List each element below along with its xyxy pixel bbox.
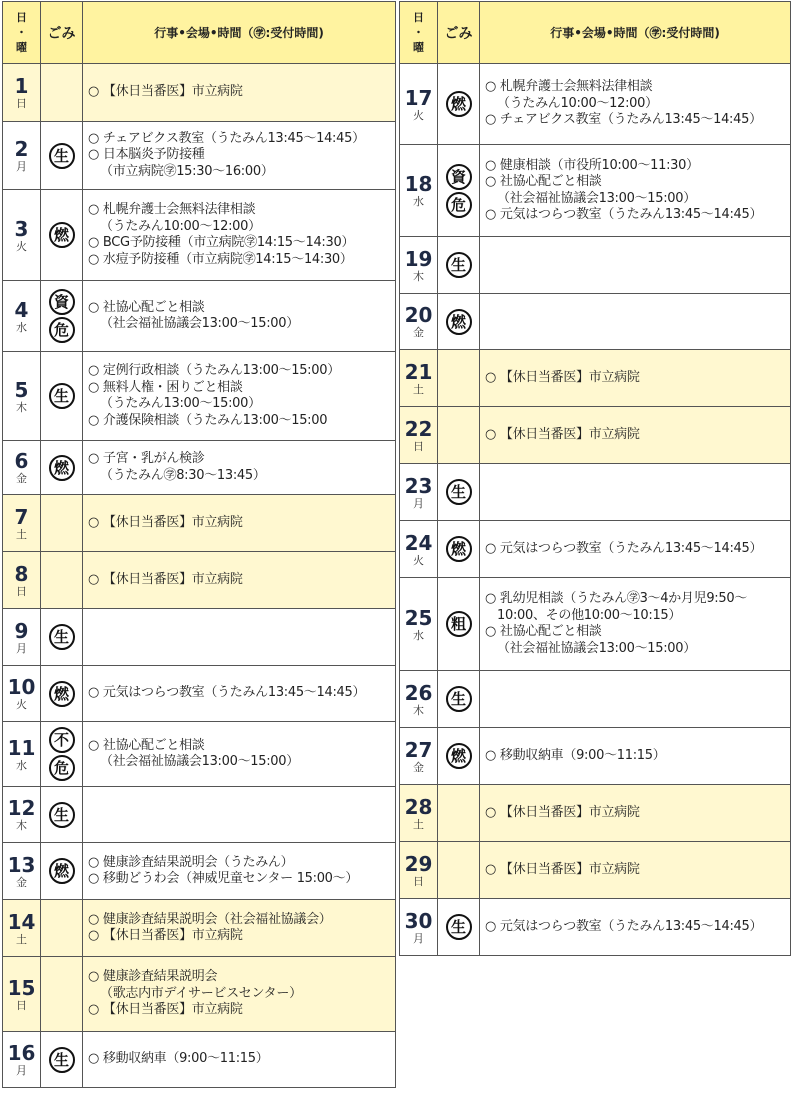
weekday-label: 日 (413, 874, 424, 888)
calendar-table-left (2, 1, 396, 1088)
holiday-row (3, 900, 396, 957)
event-line: ○ 札幌弁護士会無料法律相談 (485, 79, 653, 95)
weekday-label: 土 (413, 817, 424, 831)
weekday-label: 水 (16, 320, 27, 334)
garbage-cell (438, 464, 480, 521)
garbage-cell (438, 728, 480, 785)
garbage-cell (438, 350, 480, 407)
weekday-label: 木 (16, 400, 27, 414)
day-row (3, 843, 396, 900)
day-number: 10 (7, 675, 36, 699)
garbage-type-icon: 燃 (446, 743, 472, 769)
day-cell (400, 237, 438, 294)
events-cell (480, 64, 791, 145)
events-cell (83, 722, 396, 787)
event-line: （うたみん10:00～12:00） (497, 95, 658, 111)
events-cell (83, 900, 396, 957)
event-line: ○ 介護保険相談（うたみん13:00～15:00 (88, 412, 328, 428)
header-day-label: 日 (413, 11, 424, 24)
garbage-type-icon: 危 (49, 317, 75, 343)
garbage-cell (41, 495, 83, 552)
weekday-label: 月 (16, 641, 27, 655)
garbage-cell (438, 842, 480, 899)
weekday-label: 月 (413, 496, 424, 510)
day-row (3, 666, 396, 722)
events-cell (480, 671, 791, 728)
day-cell (400, 728, 438, 785)
day-number: 17 (404, 85, 433, 110)
events-cell (83, 281, 396, 352)
garbage-cell (41, 722, 83, 787)
garbage-header: ごみ (41, 2, 83, 64)
garbage-type-icon: 生 (446, 479, 472, 505)
event-line: ○ 【休日当番医】市立病院 (485, 369, 640, 385)
garbage-cell (438, 899, 480, 956)
holiday-row (400, 350, 791, 407)
day-row (400, 64, 791, 145)
events-cell (480, 350, 791, 407)
day-number: 15 (7, 975, 36, 1000)
event-line: ○ 無料人権・困りごと相談 (88, 379, 243, 395)
weekday-label: 月 (16, 160, 27, 173)
garbage-cell (438, 145, 480, 237)
events-cell (480, 899, 791, 956)
event-line: ○ 元気はつらつ教室（うたみん13:45～14:45） (485, 207, 763, 222)
day-row (400, 671, 791, 728)
day-number: 28 (404, 794, 433, 819)
day-cell (3, 281, 41, 352)
day-number: 23 (404, 473, 433, 498)
calendar-column-left (2, 1, 396, 1088)
garbage-type-icon: 燃 (49, 222, 75, 248)
day-cell (400, 294, 438, 350)
event-line: ○ 社協心配ごと相談 (88, 737, 205, 753)
event-line: ○ 【休日当番医】市立病院 (88, 571, 243, 587)
weekday-label: 金 (16, 472, 27, 485)
events-cell (83, 441, 396, 495)
event-line: ○ 社協心配ごと相談 (485, 624, 602, 639)
events-cell (480, 578, 791, 671)
day-cell (3, 495, 41, 552)
day-row (3, 352, 396, 441)
holiday-row (400, 785, 791, 842)
weekday-label: 土 (413, 382, 424, 396)
garbage-type-icon: 生 (446, 252, 472, 278)
header-day-label: 日 (16, 11, 27, 24)
event-line: ○ 乳幼児相談（うたみん㊫3～4か月児9:50～ (485, 591, 748, 606)
day-number: 21 (404, 359, 433, 384)
header-row (3, 2, 396, 64)
day-number: 4 (14, 297, 29, 322)
day-cell (3, 843, 41, 900)
day-cell (400, 350, 438, 407)
garbage-type-icon: 燃 (446, 536, 472, 562)
event-line: ○ 【休日当番医】市立病院 (485, 861, 640, 877)
day-cell (400, 64, 438, 145)
day-row (3, 441, 396, 495)
garbage-cell (41, 900, 83, 957)
event-line: ○ 元気はつらつ教室（うたみん13:45～14:45） (88, 685, 366, 701)
day-cell (3, 1032, 41, 1088)
garbage-type-icon: 燃 (49, 455, 75, 481)
events-cell (83, 552, 396, 609)
event-line: ○ 元気はつらつ教室（うたみん13:45～14:45） (485, 918, 763, 934)
garbage-cell (41, 1032, 83, 1088)
garbage-cell (41, 843, 83, 900)
day-number: 18 (404, 172, 433, 196)
event-line: ○ BCG予防接種（市立病院㊫14:15～14:30） (88, 235, 355, 250)
day-number: 11 (7, 735, 36, 760)
events-cell (83, 122, 396, 190)
weekday-label: 月 (16, 1064, 27, 1077)
day-cell (3, 787, 41, 843)
event-line: ○ 健康診査結果説明会（うたみん） (88, 854, 294, 870)
garbage-cell (41, 122, 83, 190)
day-number: 22 (404, 416, 433, 441)
garbage-type-icon: 危 (446, 192, 472, 218)
day-weekday-header (3, 2, 41, 64)
day-number: 2 (14, 137, 29, 161)
garbage-type-icon: 生 (446, 914, 472, 940)
day-number: 25 (404, 605, 433, 630)
event-line: ○ チェアビクス教室（うたみん13:45～14:45） (485, 112, 762, 128)
garbage-type-icon: 危 (49, 755, 75, 781)
garbage-cell (438, 64, 480, 145)
holiday-row (3, 552, 396, 609)
day-cell (400, 578, 438, 671)
garbage-type-icon: 粗 (446, 611, 472, 637)
day-cell (3, 900, 41, 957)
event-line: ○ 移動収納車（9:00～11:15） (88, 1051, 269, 1067)
events-cell (480, 294, 791, 350)
weekday-label: 火 (413, 108, 424, 122)
event-line: ○ 子宮・乳がん検診 (88, 451, 205, 466)
events-cell (83, 1032, 396, 1088)
event-line: ○ 【休日当番医】市立病院 (485, 804, 640, 820)
weekday-label: 月 (413, 931, 424, 945)
day-number: 6 (14, 449, 29, 473)
garbage-type-icon: 燃 (49, 858, 75, 884)
garbage-cell (41, 352, 83, 441)
weekday-label: 土 (16, 527, 27, 541)
day-cell (3, 122, 41, 190)
day-row (3, 281, 396, 352)
day-weekday-header (400, 2, 438, 64)
day-cell (400, 145, 438, 237)
events-header: 行事•会場•時間（㊫:受付時間) (83, 2, 396, 64)
event-line: （社会福祉協議会13:00～15:00） (100, 316, 299, 331)
event-line: （社会福祉協議会13:00～15:00） (100, 754, 299, 769)
garbage-type-icon: 生 (49, 624, 75, 650)
header-weekday-label: 曜 (16, 41, 27, 54)
header-weekday-label: 曜 (413, 41, 424, 54)
garbage-cell (438, 785, 480, 842)
day-cell (400, 464, 438, 521)
event-line: （うたみん10:00～12:00） (100, 218, 261, 234)
day-row (400, 294, 791, 350)
weekday-label: 木 (413, 269, 424, 283)
day-row (3, 787, 396, 843)
header-dot-label: ・ (16, 26, 27, 39)
garbage-cell (41, 609, 83, 666)
event-line: ○ 【休日当番医】市立病院 (88, 84, 243, 100)
events-cell (480, 521, 791, 578)
events-cell (480, 145, 791, 237)
day-number: 3 (14, 216, 29, 241)
garbage-type-icon: 生 (49, 383, 75, 409)
holiday-row (3, 957, 396, 1032)
day-cell (3, 352, 41, 441)
day-cell (400, 785, 438, 842)
garbage-type-icon: 資 (446, 164, 472, 190)
day-cell (400, 671, 438, 728)
garbage-cell (438, 671, 480, 728)
garbage-type-icon: 不 (49, 727, 75, 753)
event-line: ○ 【休日当番医】市立病院 (88, 1002, 243, 1018)
day-cell (3, 441, 41, 495)
day-number: 12 (7, 796, 36, 820)
events-cell (480, 785, 791, 842)
events-cell (83, 666, 396, 722)
garbage-cell (438, 521, 480, 578)
day-cell (400, 521, 438, 578)
weekday-label: 木 (16, 819, 27, 832)
day-cell (3, 957, 41, 1032)
header-row (400, 2, 791, 64)
weekday-label: 金 (413, 760, 424, 774)
event-line: ○ 健康診査結果説明会 (88, 969, 218, 985)
day-cell (400, 842, 438, 899)
holiday-row (400, 407, 791, 464)
event-line: （歌志内市デイサービスセンター） (100, 985, 302, 1001)
event-line: ○ 【休日当番医】市立病院 (88, 928, 243, 943)
day-row (400, 464, 791, 521)
day-number: 7 (14, 504, 29, 529)
events-cell (480, 728, 791, 785)
events-cell (480, 237, 791, 294)
event-line: （うたみん㊫8:30～13:45） (100, 467, 266, 483)
calendar-column-right (399, 1, 791, 956)
event-line: （市立病院㊫15:30～16:00） (100, 163, 274, 179)
day-row (400, 728, 791, 785)
event-line: ○ 札幌弁護士会無料法律相談 (88, 202, 256, 217)
day-row (3, 190, 396, 281)
weekday-label: 火 (413, 553, 424, 567)
events-cell (83, 843, 396, 900)
day-cell (3, 552, 41, 609)
garbage-cell (438, 237, 480, 294)
garbage-cell (438, 578, 480, 671)
day-number: 8 (14, 561, 29, 586)
day-number: 24 (404, 530, 433, 555)
garbage-cell (41, 190, 83, 281)
events-header: 行事•会場•時間（㊫:受付時間) (480, 2, 791, 64)
event-line: ○ 【休日当番医】市立病院 (88, 514, 243, 530)
day-cell (400, 407, 438, 464)
day-number: 27 (404, 737, 433, 762)
events-cell (480, 842, 791, 899)
day-row (400, 237, 791, 294)
weekday-label: 日 (16, 97, 27, 110)
events-cell (480, 407, 791, 464)
event-line: ○ 元気はつらつ教室（うたみん13:45～14:45） (485, 540, 763, 556)
events-cell (83, 787, 396, 843)
day-row (400, 145, 791, 237)
garbage-cell (41, 552, 83, 609)
event-line: ○ 健康相談（市役所10:00～11:30） (485, 157, 699, 173)
event-line: ○ 社協心配ごと相談 (485, 174, 602, 189)
garbage-type-icon: 生 (49, 802, 75, 828)
header-dot-label: ・ (413, 26, 424, 39)
day-cell (400, 899, 438, 956)
day-row (3, 122, 396, 190)
weekday-label: 日 (413, 439, 424, 453)
day-row (400, 521, 791, 578)
day-cell (3, 64, 41, 122)
weekday-label: 土 (16, 932, 27, 946)
event-line: ○ 移動収納車（9:00～11:15） (485, 747, 666, 763)
weekday-label: 木 (413, 703, 424, 717)
day-number: 1 (14, 74, 29, 98)
event-line: （うたみん13:00～15:00） (100, 396, 261, 411)
day-number: 16 (7, 1041, 36, 1065)
day-cell (3, 190, 41, 281)
weekday-label: 日 (16, 584, 27, 598)
event-line: ○ 水痘予防接種（市立病院㊫14:15～14:30） (88, 251, 353, 267)
day-number: 9 (14, 618, 29, 643)
weekday-label: 日 (16, 998, 27, 1012)
event-line: ○ チェアビクス教室（うたみん13:45～14:45） (88, 130, 365, 146)
garbage-cell (41, 666, 83, 722)
garbage-type-icon: 生 (49, 143, 75, 169)
event-line: ○ 健康診査結果説明会（社会福祉協議会） (88, 911, 332, 927)
weekday-label: 火 (16, 239, 27, 253)
garbage-type-icon: 資 (49, 289, 75, 315)
events-cell (83, 352, 396, 441)
garbage-type-icon: 生 (49, 1047, 75, 1073)
garbage-type-icon: 燃 (49, 681, 75, 707)
garbage-cell (41, 64, 83, 122)
events-cell (83, 957, 396, 1032)
garbage-cell (438, 407, 480, 464)
day-row (3, 1032, 396, 1088)
weekday-label: 水 (16, 758, 27, 772)
event-line: 10:00、その他10:00～10:15） (497, 607, 682, 623)
day-number: 5 (14, 377, 29, 402)
garbage-cell (41, 441, 83, 495)
garbage-header: ごみ (438, 2, 480, 64)
holiday-row (3, 495, 396, 552)
weekday-label: 金 (413, 326, 424, 339)
holiday-row (3, 64, 396, 122)
garbage-cell (41, 281, 83, 352)
day-row (3, 722, 396, 787)
day-number: 13 (7, 852, 36, 877)
day-row (3, 609, 396, 666)
events-cell (83, 609, 396, 666)
calendar-table-right (399, 1, 791, 956)
events-cell (83, 190, 396, 281)
garbage-cell (41, 957, 83, 1032)
day-number: 14 (7, 909, 36, 934)
weekday-label: 火 (16, 698, 27, 711)
event-line: （社会福祉協議会13:00～15:00） (497, 190, 696, 206)
day-number: 26 (404, 680, 433, 705)
weekday-label: 金 (16, 875, 27, 889)
weekday-label: 水 (413, 195, 424, 208)
event-line: ○ 日本脳炎予防接種 (88, 147, 205, 163)
event-line: ○ 定例行政相談（うたみん13:00～15:00） (88, 363, 340, 378)
day-number: 29 (404, 851, 433, 876)
events-cell (83, 64, 396, 122)
holiday-row (400, 842, 791, 899)
day-cell (3, 722, 41, 787)
day-number: 19 (404, 246, 433, 271)
event-line: （社会福祉協議会13:00～15:00） (497, 640, 696, 656)
day-number: 30 (404, 908, 433, 933)
day-row (400, 578, 791, 671)
day-cell (3, 666, 41, 722)
event-line: ○ 移動どうわ会（神威児童センター 15:00～） (88, 871, 359, 886)
weekday-label: 水 (413, 628, 424, 642)
garbage-type-icon: 燃 (446, 309, 472, 335)
day-cell (3, 609, 41, 666)
garbage-cell (41, 787, 83, 843)
event-line: ○ 【休日当番医】市立病院 (485, 426, 640, 442)
garbage-type-icon: 燃 (446, 91, 472, 117)
day-row (400, 899, 791, 956)
events-cell (83, 495, 396, 552)
event-line: ○ 社協心配ごと相談 (88, 299, 205, 315)
garbage-type-icon: 生 (446, 686, 472, 712)
events-cell (480, 464, 791, 521)
day-number: 20 (404, 303, 433, 327)
garbage-cell (438, 294, 480, 350)
